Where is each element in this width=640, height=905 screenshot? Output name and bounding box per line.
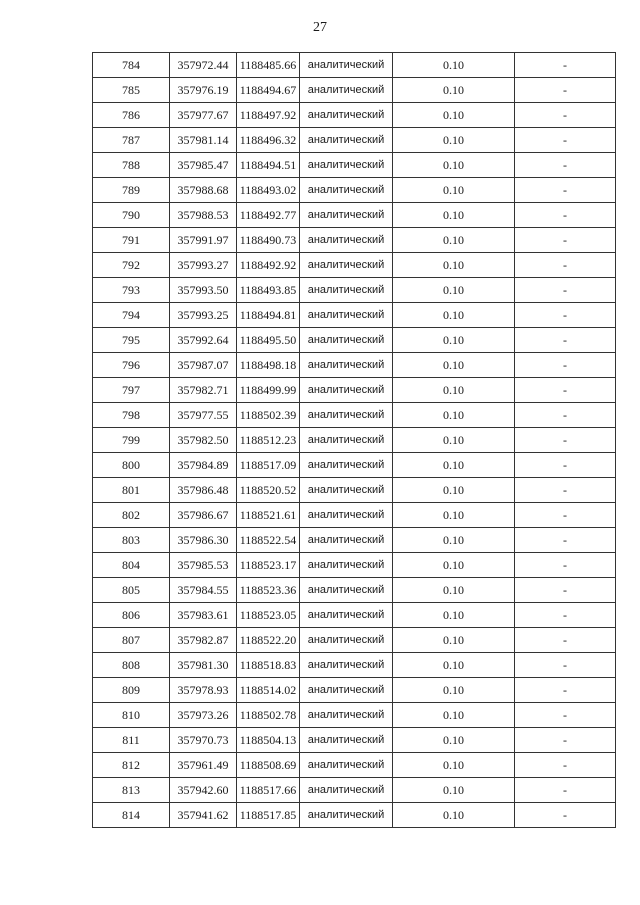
table-row (93, 303, 616, 328)
point-number-cell: 800 (93, 453, 170, 478)
accuracy-cell: 0.10 (393, 678, 515, 703)
note-cell: - (515, 553, 616, 578)
table-row (93, 603, 616, 628)
method-cell: аналитический (300, 103, 393, 128)
y-coordinate-cell: 1188518.83 (237, 653, 300, 678)
method-cell: аналитический (300, 553, 393, 578)
point-number-cell: 812 (93, 753, 170, 778)
y-coordinate-cell: 1188492.77 (237, 203, 300, 228)
accuracy-cell: 0.10 (393, 553, 515, 578)
x-coordinate-cell: 357973.26 (170, 703, 237, 728)
accuracy-cell: 0.10 (393, 103, 515, 128)
method-cell: аналитический (300, 278, 393, 303)
point-number-cell: 786 (93, 103, 170, 128)
table-row (93, 628, 616, 653)
table-row (93, 153, 616, 178)
y-coordinate-cell: 1188499.99 (237, 378, 300, 403)
note-cell: - (515, 153, 616, 178)
point-number-cell: 813 (93, 778, 170, 803)
x-coordinate-cell: 357982.87 (170, 628, 237, 653)
note-cell: - (515, 203, 616, 228)
accuracy-cell: 0.10 (393, 128, 515, 153)
y-coordinate-cell: 1188522.20 (237, 628, 300, 653)
note-cell: - (515, 578, 616, 603)
method-cell: аналитический (300, 628, 393, 653)
method-cell: аналитический (300, 578, 393, 603)
y-coordinate-cell: 1188493.85 (237, 278, 300, 303)
method-cell: аналитический (300, 478, 393, 503)
accuracy-cell: 0.10 (393, 753, 515, 778)
note-cell: - (515, 753, 616, 778)
note-cell: - (515, 378, 616, 403)
point-number-cell: 790 (93, 203, 170, 228)
point-number-cell: 810 (93, 703, 170, 728)
accuracy-cell: 0.10 (393, 53, 515, 78)
table-row (93, 128, 616, 153)
y-coordinate-cell: 1188498.18 (237, 353, 300, 378)
accuracy-cell: 0.10 (393, 478, 515, 503)
table-row (93, 178, 616, 203)
accuracy-cell: 0.10 (393, 778, 515, 803)
method-cell: аналитический (300, 503, 393, 528)
point-number-cell: 795 (93, 328, 170, 353)
accuracy-cell: 0.10 (393, 178, 515, 203)
note-cell: - (515, 503, 616, 528)
method-cell: аналитический (300, 653, 393, 678)
table-row (93, 553, 616, 578)
y-coordinate-cell: 1188512.23 (237, 428, 300, 453)
x-coordinate-cell: 357982.50 (170, 428, 237, 453)
accuracy-cell: 0.10 (393, 278, 515, 303)
y-coordinate-cell: 1188517.09 (237, 453, 300, 478)
y-coordinate-cell: 1188502.78 (237, 703, 300, 728)
table-row (93, 678, 616, 703)
table-row (93, 278, 616, 303)
accuracy-cell: 0.10 (393, 353, 515, 378)
point-number-cell: 814 (93, 803, 170, 828)
method-cell: аналитический (300, 178, 393, 203)
table-row (93, 778, 616, 803)
method-cell: аналитический (300, 53, 393, 78)
point-number-cell: 796 (93, 353, 170, 378)
table-row (93, 753, 616, 778)
point-number-cell: 787 (93, 128, 170, 153)
y-coordinate-cell: 1188523.05 (237, 603, 300, 628)
note-cell: - (515, 253, 616, 278)
x-coordinate-cell: 357993.50 (170, 278, 237, 303)
x-coordinate-cell: 357992.64 (170, 328, 237, 353)
method-cell: аналитический (300, 678, 393, 703)
x-coordinate-cell: 357976.19 (170, 78, 237, 103)
accuracy-cell: 0.10 (393, 728, 515, 753)
note-cell: - (515, 528, 616, 553)
x-coordinate-cell: 357988.68 (170, 178, 237, 203)
note-cell: - (515, 303, 616, 328)
table-row (93, 328, 616, 353)
table-row (93, 353, 616, 378)
note-cell: - (515, 278, 616, 303)
method-cell: аналитический (300, 803, 393, 828)
method-cell: аналитический (300, 728, 393, 753)
y-coordinate-cell: 1188523.17 (237, 553, 300, 578)
x-coordinate-cell: 357984.89 (170, 453, 237, 478)
point-number-cell: 792 (93, 253, 170, 278)
y-coordinate-cell: 1188502.39 (237, 403, 300, 428)
accuracy-cell: 0.10 (393, 303, 515, 328)
table-row (93, 403, 616, 428)
method-cell: аналитический (300, 153, 393, 178)
y-coordinate-cell: 1188522.54 (237, 528, 300, 553)
x-coordinate-cell: 357993.25 (170, 303, 237, 328)
table-row (93, 453, 616, 478)
point-number-cell: 803 (93, 528, 170, 553)
x-coordinate-cell: 357978.93 (170, 678, 237, 703)
method-cell: аналитический (300, 453, 393, 478)
accuracy-cell: 0.10 (393, 628, 515, 653)
y-coordinate-cell: 1188490.73 (237, 228, 300, 253)
accuracy-cell: 0.10 (393, 578, 515, 603)
point-number-cell: 799 (93, 428, 170, 453)
method-cell: аналитический (300, 378, 393, 403)
point-number-cell: 804 (93, 553, 170, 578)
point-number-cell: 788 (93, 153, 170, 178)
note-cell: - (515, 353, 616, 378)
table-row (93, 478, 616, 503)
table-row (93, 703, 616, 728)
x-coordinate-cell: 357961.49 (170, 753, 237, 778)
x-coordinate-cell: 357942.60 (170, 778, 237, 803)
point-number-cell: 793 (93, 278, 170, 303)
y-coordinate-cell: 1188492.92 (237, 253, 300, 278)
table-row (93, 728, 616, 753)
y-coordinate-cell: 1188493.02 (237, 178, 300, 203)
accuracy-cell: 0.10 (393, 528, 515, 553)
method-cell: аналитический (300, 253, 393, 278)
y-coordinate-cell: 1188494.67 (237, 78, 300, 103)
y-coordinate-cell: 1188514.02 (237, 678, 300, 703)
y-coordinate-cell: 1188504.13 (237, 728, 300, 753)
x-coordinate-cell: 357983.61 (170, 603, 237, 628)
accuracy-cell: 0.10 (393, 503, 515, 528)
note-cell: - (515, 728, 616, 753)
table-row (93, 503, 616, 528)
note-cell: - (515, 778, 616, 803)
note-cell: - (515, 428, 616, 453)
coordinates-table (92, 52, 616, 828)
accuracy-cell: 0.10 (393, 453, 515, 478)
method-cell: аналитический (300, 778, 393, 803)
table-row (93, 228, 616, 253)
table-row (93, 528, 616, 553)
method-cell: аналитический (300, 353, 393, 378)
point-number-cell: 808 (93, 653, 170, 678)
x-coordinate-cell: 357981.30 (170, 653, 237, 678)
note-cell: - (515, 178, 616, 203)
accuracy-cell: 0.10 (393, 378, 515, 403)
method-cell: аналитический (300, 228, 393, 253)
y-coordinate-cell: 1188494.81 (237, 303, 300, 328)
method-cell: аналитический (300, 128, 393, 153)
x-coordinate-cell: 357987.07 (170, 353, 237, 378)
y-coordinate-cell: 1188495.50 (237, 328, 300, 353)
method-cell: аналитический (300, 703, 393, 728)
accuracy-cell: 0.10 (393, 703, 515, 728)
y-coordinate-cell: 1188508.69 (237, 753, 300, 778)
note-cell: - (515, 603, 616, 628)
method-cell: аналитический (300, 528, 393, 553)
method-cell: аналитический (300, 753, 393, 778)
x-coordinate-cell: 357991.97 (170, 228, 237, 253)
note-cell: - (515, 128, 616, 153)
x-coordinate-cell: 357977.67 (170, 103, 237, 128)
table-row (93, 428, 616, 453)
x-coordinate-cell: 357982.71 (170, 378, 237, 403)
coordinates-table-body (93, 53, 616, 828)
x-coordinate-cell: 357986.48 (170, 478, 237, 503)
note-cell: - (515, 453, 616, 478)
point-number-cell: 784 (93, 53, 170, 78)
point-number-cell: 806 (93, 603, 170, 628)
x-coordinate-cell: 357981.14 (170, 128, 237, 153)
accuracy-cell: 0.10 (393, 328, 515, 353)
method-cell: аналитический (300, 328, 393, 353)
accuracy-cell: 0.10 (393, 228, 515, 253)
table-row (93, 253, 616, 278)
accuracy-cell: 0.10 (393, 78, 515, 103)
accuracy-cell: 0.10 (393, 603, 515, 628)
table-row (93, 103, 616, 128)
x-coordinate-cell: 357986.30 (170, 528, 237, 553)
note-cell: - (515, 703, 616, 728)
point-number-cell: 797 (93, 378, 170, 403)
table-row (93, 378, 616, 403)
note-cell: - (515, 678, 616, 703)
method-cell: аналитический (300, 303, 393, 328)
point-number-cell: 791 (93, 228, 170, 253)
table-row (93, 578, 616, 603)
accuracy-cell: 0.10 (393, 428, 515, 453)
y-coordinate-cell: 1188517.66 (237, 778, 300, 803)
method-cell: аналитический (300, 203, 393, 228)
note-cell: - (515, 78, 616, 103)
x-coordinate-cell: 357972.44 (170, 53, 237, 78)
point-number-cell: 807 (93, 628, 170, 653)
note-cell: - (515, 53, 616, 78)
y-coordinate-cell: 1188521.61 (237, 503, 300, 528)
method-cell: аналитический (300, 428, 393, 453)
table-row (93, 653, 616, 678)
accuracy-cell: 0.10 (393, 253, 515, 278)
y-coordinate-cell: 1188485.66 (237, 53, 300, 78)
note-cell: - (515, 103, 616, 128)
y-coordinate-cell: 1188496.32 (237, 128, 300, 153)
y-coordinate-cell: 1188523.36 (237, 578, 300, 603)
note-cell: - (515, 628, 616, 653)
method-cell: аналитический (300, 603, 393, 628)
point-number-cell: 811 (93, 728, 170, 753)
x-coordinate-cell: 357970.73 (170, 728, 237, 753)
point-number-cell: 798 (93, 403, 170, 428)
x-coordinate-cell: 357985.47 (170, 153, 237, 178)
x-coordinate-cell: 357985.53 (170, 553, 237, 578)
note-cell: - (515, 478, 616, 503)
accuracy-cell: 0.10 (393, 203, 515, 228)
x-coordinate-cell: 357984.55 (170, 578, 237, 603)
point-number-cell: 805 (93, 578, 170, 603)
table-row (93, 78, 616, 103)
note-cell: - (515, 328, 616, 353)
x-coordinate-cell: 357988.53 (170, 203, 237, 228)
x-coordinate-cell: 357993.27 (170, 253, 237, 278)
accuracy-cell: 0.10 (393, 653, 515, 678)
method-cell: аналитический (300, 78, 393, 103)
y-coordinate-cell: 1188517.85 (237, 803, 300, 828)
point-number-cell: 802 (93, 503, 170, 528)
point-number-cell: 794 (93, 303, 170, 328)
y-coordinate-cell: 1188520.52 (237, 478, 300, 503)
table-row (93, 53, 616, 78)
table-row (93, 203, 616, 228)
accuracy-cell: 0.10 (393, 153, 515, 178)
table-row (93, 803, 616, 828)
accuracy-cell: 0.10 (393, 803, 515, 828)
page-number: 27 (313, 20, 327, 35)
x-coordinate-cell: 357977.55 (170, 403, 237, 428)
method-cell: аналитический (300, 403, 393, 428)
note-cell: - (515, 803, 616, 828)
y-coordinate-cell: 1188497.92 (237, 103, 300, 128)
y-coordinate-cell: 1188494.51 (237, 153, 300, 178)
point-number-cell: 809 (93, 678, 170, 703)
note-cell: - (515, 653, 616, 678)
x-coordinate-cell: 357941.62 (170, 803, 237, 828)
point-number-cell: 785 (93, 78, 170, 103)
note-cell: - (515, 403, 616, 428)
point-number-cell: 789 (93, 178, 170, 203)
x-coordinate-cell: 357986.67 (170, 503, 237, 528)
point-number-cell: 801 (93, 478, 170, 503)
accuracy-cell: 0.10 (393, 403, 515, 428)
note-cell: - (515, 228, 616, 253)
